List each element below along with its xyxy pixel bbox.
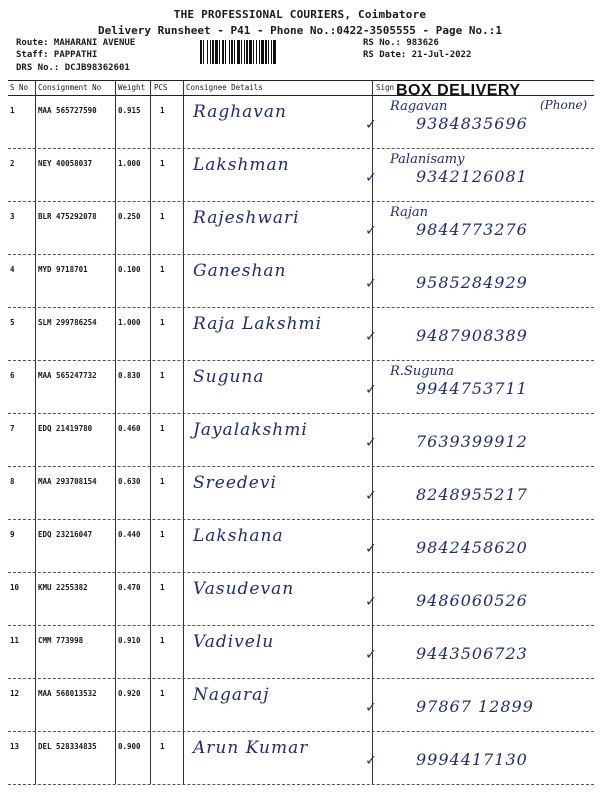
- pcs-count: 1: [160, 689, 165, 698]
- consignee-name: Vasudevan: [193, 579, 295, 599]
- row-sno: 6: [10, 371, 15, 380]
- pcs-count: 1: [160, 371, 165, 380]
- row-sno: 8: [10, 477, 15, 486]
- table-row: [8, 202, 594, 255]
- check-mark-icon: ✓: [366, 220, 376, 239]
- table-row: [8, 149, 594, 202]
- signature-phone: 7639399912: [416, 432, 528, 451]
- signature-phone: 9844773276: [416, 220, 528, 239]
- weight-value: 0.630: [118, 477, 141, 486]
- consignee-name: Jayalakshmi: [193, 420, 308, 440]
- drs-label: DRS No.: DCJB98362601: [16, 63, 130, 73]
- table-row: [8, 573, 594, 626]
- check-mark-icon: ✓: [366, 432, 376, 451]
- check-mark-icon: ✓: [366, 697, 376, 716]
- col-pcs: PCS: [154, 83, 168, 92]
- pcs-count: 1: [160, 636, 165, 645]
- row-sno: 5: [10, 318, 15, 327]
- row-sno: 1: [10, 106, 15, 115]
- weight-value: 0.100: [118, 265, 141, 274]
- check-mark-icon: ✓: [366, 114, 376, 133]
- signature-name: R.Suguna: [390, 364, 455, 379]
- consignee-name: Rajeshwari: [193, 208, 300, 228]
- consignment-number: MAA 293708154: [38, 477, 97, 486]
- signature-phone: 9384835696: [416, 114, 528, 133]
- pcs-count: 1: [160, 742, 165, 751]
- pcs-count: 1: [160, 318, 165, 327]
- consignee-name: Lakshman: [193, 155, 290, 175]
- consignee-name: Ganeshan: [193, 261, 287, 281]
- table-row: [8, 626, 594, 679]
- signature-phone: 9487908389: [416, 326, 528, 345]
- consignee-name: Nagaraj: [193, 685, 270, 705]
- signature-phone: 9486060526: [416, 591, 528, 610]
- weight-value: 0.440: [118, 530, 141, 539]
- consignment-number: EDQ 21419780: [38, 424, 93, 433]
- table-row: [8, 520, 594, 573]
- weight-value: 0.900: [118, 742, 141, 751]
- table-row: [8, 679, 594, 732]
- row-sno: 7: [10, 424, 15, 433]
- pcs-count: 1: [160, 477, 165, 486]
- signature-phone: 9842458620: [416, 538, 528, 557]
- table-row: [8, 414, 594, 467]
- consignment-number: BLR 475292078: [38, 212, 97, 221]
- consignee-name: Arun Kumar: [193, 738, 309, 758]
- table-row: [8, 361, 594, 414]
- check-mark-icon: ✓: [366, 538, 376, 557]
- runsheet-table: [8, 80, 594, 784]
- table-row: [8, 308, 594, 361]
- pcs-count: 1: [160, 106, 165, 115]
- signature-name: Rajan: [390, 205, 428, 220]
- check-mark-icon: ✓: [366, 750, 376, 769]
- barcode-image: [200, 40, 350, 64]
- pcs-count: 1: [160, 159, 165, 168]
- runsheet-title: Delivery Runsheet - P41 - Phone No.:0422-3505555 - Page No.:1: [98, 24, 502, 37]
- consignee-name: Raghavan: [193, 102, 287, 122]
- signature-phone: 8248955217: [416, 485, 528, 504]
- weight-value: 0.460: [118, 424, 141, 433]
- consignee-name: Raja Lakshmi: [193, 314, 323, 334]
- consignment-number: EDQ 23216047: [38, 530, 93, 539]
- box-delivery-stamp: BOX DELIVERY: [396, 82, 521, 99]
- pcs-count: 1: [160, 212, 165, 221]
- consignee-name: Vadivelu: [193, 632, 275, 652]
- pcs-count: 1: [160, 424, 165, 433]
- consignment-number: SLM 299786254: [38, 318, 97, 327]
- consignment-number: MAA 568013532: [38, 689, 97, 698]
- weight-value: 1.000: [118, 159, 141, 168]
- row-sno: 4: [10, 265, 15, 274]
- weight-value: 0.910: [118, 636, 141, 645]
- consignment-number: MAA 565727590: [38, 106, 97, 115]
- consignee-name: Lakshana: [193, 526, 284, 546]
- consignment-number: DEL 528334835: [38, 742, 97, 751]
- rs-number: RS No.: 983626: [363, 38, 439, 48]
- route-label: Route: MAHARANI AVENUE: [16, 38, 136, 48]
- weight-value: 0.470: [118, 583, 141, 592]
- row-sno: 13: [10, 742, 20, 751]
- signature-phone: 9994417130: [416, 750, 528, 769]
- pcs-count: 1: [160, 530, 165, 539]
- consignment-number: KMU 2255382: [38, 583, 88, 592]
- check-mark-icon: ✓: [366, 485, 376, 504]
- consignment-number: MYD 9718701: [38, 265, 88, 274]
- signature-phone: 9443506723: [416, 644, 528, 663]
- rs-date: RS Date: 21-Jul-2022: [363, 50, 472, 60]
- pcs-count: 1: [160, 265, 165, 274]
- row-sno: 10: [10, 583, 20, 592]
- check-mark-icon: ✓: [366, 644, 376, 663]
- signature-phone: 9585284929: [416, 273, 528, 292]
- weight-value: 0.830: [118, 371, 141, 380]
- company-title: THE PROFESSIONAL COURIERS, Coimbatore: [173, 8, 427, 21]
- table-row: [8, 732, 594, 785]
- row-sno: 2: [10, 159, 15, 168]
- signature-name: Ragavan: [390, 99, 448, 114]
- staff-label: Staff: PAPPATHI: [16, 50, 98, 60]
- consignment-number: CMM 773998: [38, 636, 84, 645]
- phone-note: (Phone): [540, 98, 588, 112]
- signature-phone: 9342126081: [416, 167, 528, 186]
- col-weight: Weight: [118, 83, 146, 92]
- consignment-number: MAA 565247732: [38, 371, 97, 380]
- row-sno: 12: [10, 689, 20, 698]
- check-mark-icon: ✓: [366, 273, 376, 292]
- row-sno: 3: [10, 212, 15, 221]
- col-sno: S No: [10, 83, 29, 92]
- signature-phone: 9944753711: [416, 379, 528, 398]
- consignee-name: Sreedevi: [193, 473, 277, 493]
- weight-value: 0.920: [118, 689, 141, 698]
- check-mark-icon: ✓: [366, 326, 376, 345]
- pcs-count: 1: [160, 583, 165, 592]
- table-row: [8, 467, 594, 520]
- table-row: [8, 255, 594, 308]
- row-sno: 9: [10, 530, 15, 539]
- signature-name: Palanisamy: [390, 152, 465, 167]
- row-sno: 11: [10, 636, 20, 645]
- check-mark-icon: ✓: [366, 591, 376, 610]
- col-consignee: Consignee Details: [186, 83, 263, 92]
- consignee-name: Suguna: [193, 367, 265, 387]
- consignment-number: NEY 40058037: [38, 159, 93, 168]
- signature-phone: 97867 12899: [416, 697, 534, 716]
- table-row: [8, 96, 594, 149]
- weight-value: 0.915: [118, 106, 141, 115]
- check-mark-icon: ✓: [366, 379, 376, 398]
- weight-value: 1.000: [118, 318, 141, 327]
- col-signature: Sign: [376, 83, 395, 92]
- col-consignment: Consignment No: [38, 83, 102, 92]
- weight-value: 0.250: [118, 212, 141, 221]
- check-mark-icon: ✓: [366, 167, 376, 186]
